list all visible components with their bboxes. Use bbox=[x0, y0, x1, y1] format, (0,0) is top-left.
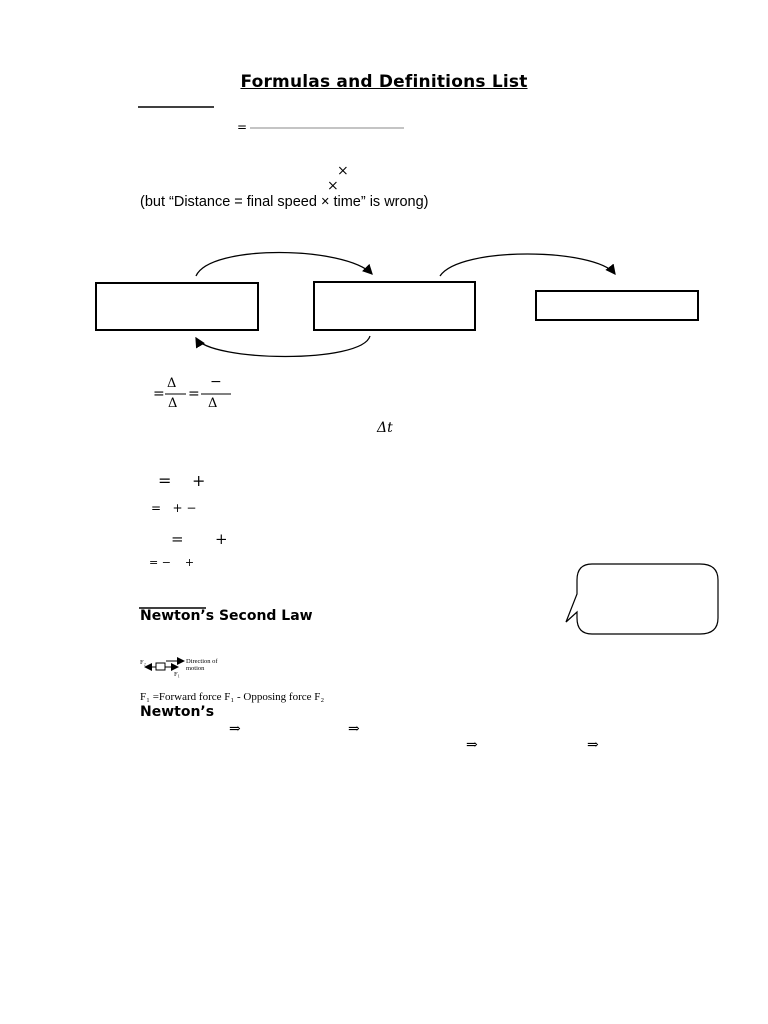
arrow-box1-to-box2 bbox=[196, 253, 372, 277]
box-velocity bbox=[313, 281, 476, 331]
newton-heading: Newton’s bbox=[140, 704, 215, 720]
speed-note: (but “Distance = final speed × time” is wrong) bbox=[140, 194, 429, 210]
forward-force-text: F₁ =Forward force F₁ - Opposing force F₂ bbox=[140, 691, 325, 703]
box-displacement bbox=[95, 282, 259, 331]
implies-icon-1: ⇒ bbox=[229, 721, 241, 737]
eq3-equals: = bbox=[171, 530, 184, 548]
accel-delta-t: Δt bbox=[377, 420, 393, 436]
eq3-plus: + bbox=[215, 530, 228, 548]
speed-equals: = bbox=[237, 120, 248, 134]
diagram-f2-label: F₂ bbox=[140, 659, 146, 666]
diagram-f1-label: F₁ bbox=[174, 671, 180, 678]
implies-icon-4: ⇒ bbox=[587, 737, 599, 753]
accel-minus: − bbox=[210, 374, 222, 390]
box-acceleration bbox=[535, 290, 699, 321]
accel-equals-1: = bbox=[153, 386, 165, 402]
speed-times-1: × bbox=[337, 163, 349, 179]
eq2: = + − bbox=[151, 501, 197, 515]
speech-bubble bbox=[566, 564, 718, 634]
speed-times-2: × bbox=[327, 178, 339, 194]
eq4: = − + bbox=[149, 556, 195, 569]
implies-icon-3: ⇒ bbox=[466, 737, 478, 753]
diagram-direction-label: Direction of motion bbox=[186, 658, 218, 672]
arrow-box2-to-box3 bbox=[440, 254, 615, 276]
page-title: Formulas and Definitions List bbox=[240, 72, 528, 92]
accel-delta-den-2: Δ bbox=[208, 396, 218, 411]
accel-equals-2: = bbox=[188, 386, 200, 402]
eq1-equals: = bbox=[158, 471, 172, 490]
force-body bbox=[156, 663, 165, 670]
eq1-plus: + bbox=[192, 471, 206, 490]
arrow-box2-to-box1 bbox=[196, 336, 370, 357]
accel-delta-num: Δ bbox=[167, 376, 177, 391]
newton-second-law-heading: Newton’s Second Law bbox=[140, 608, 313, 624]
accel-delta-den-1: Δ bbox=[168, 396, 178, 411]
implies-icon-2: ⇒ bbox=[348, 721, 360, 737]
